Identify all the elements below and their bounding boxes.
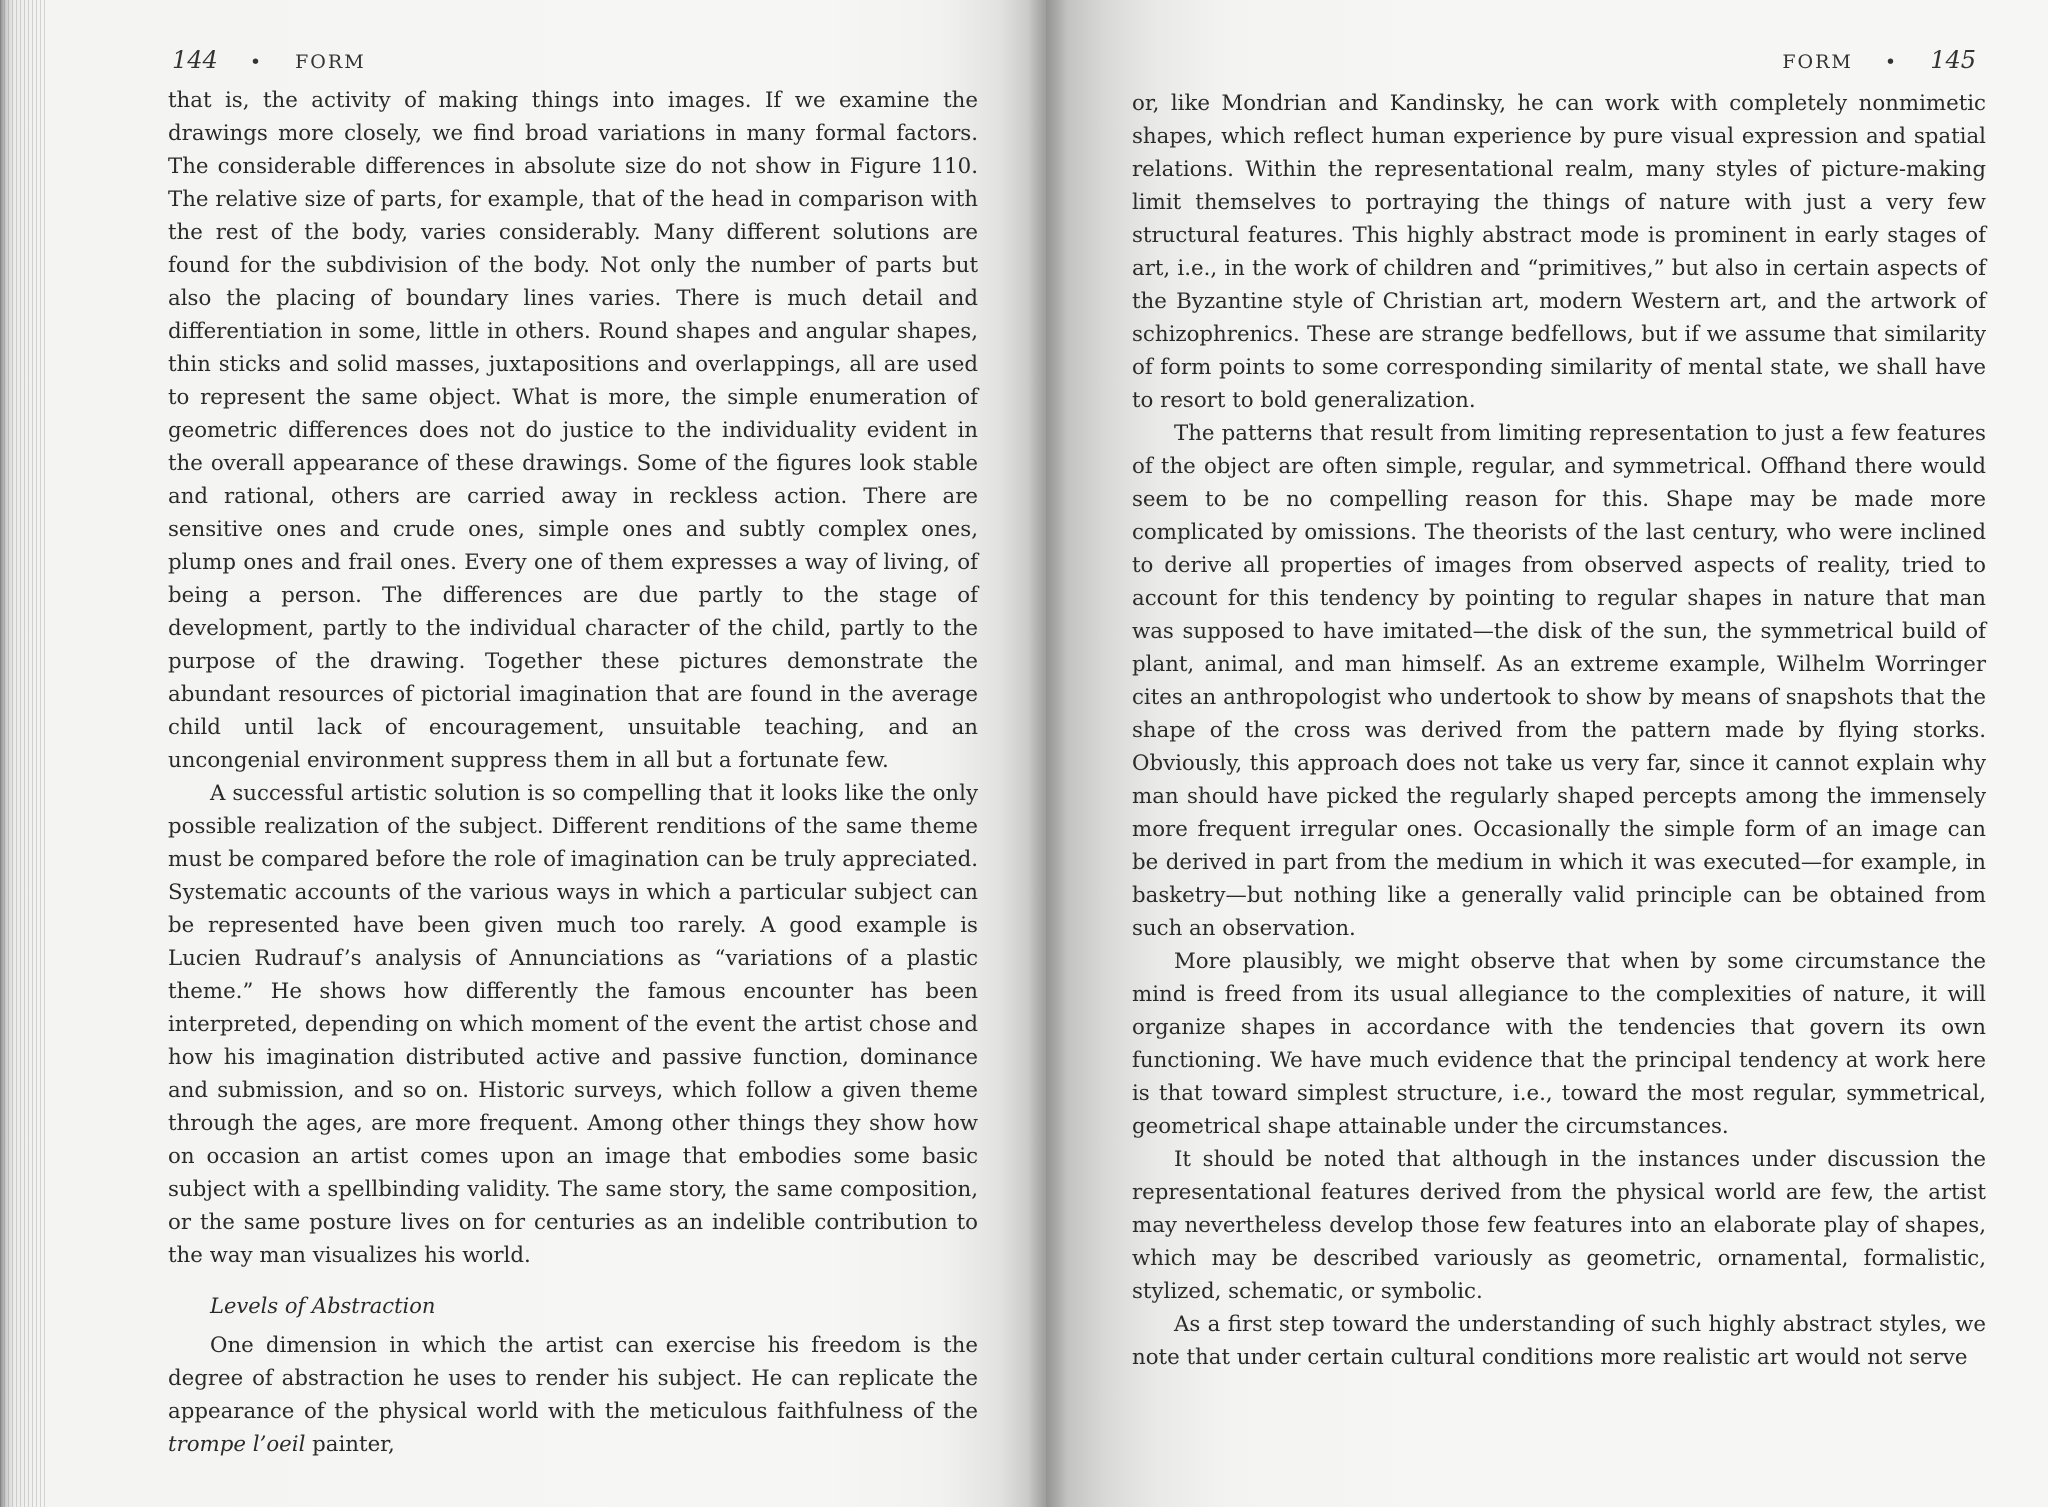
paragraph: It should be noted that although in the instances under discussion the representational features derived from the physical world are few, the artist may nevertheless develop those few features into an elaborate play of shapes, which may be described variously as geometric, ornamental, formalistic, stylized, schematic, or symbolic.	[1132, 1147, 1986, 1304]
paragraph-text: One dimension in which the artist can exercise his freedom is the degree of abstraction he uses to render his subject. He can replicate the appearance of the physical world with the meticulous faithfulness of the	[168, 1333, 978, 1424]
separator-dot: •	[249, 51, 264, 73]
paragraph	[168, 1329, 978, 1461]
italic-term: trompe l’oeil	[168, 1432, 306, 1457]
paragraph-text: painter,	[305, 1432, 395, 1457]
section-subheading: Levels of Abstraction	[210, 1294, 436, 1318]
paragraph: The patterns that result from limiting representation to just a few features of the object are often simple, regular, and symmetrical. Offhand there would seem to be no compelling reason for this. Shape may be made more complicated by omissions. The theorists of the last century, who were inclined to derive all properties of images from observed aspects of reality, tried to account for this tendency by pointing to regular shapes in nature that man was supposed to have imitated—the disk of the sun, the symmetrical build of plant, animal, and man himself. As an extreme example, Wilhelm Worringer cites an anthropologist who undertook to show by means of snapshots that the shape of the cross was derived from the pattern made by flying storks. Obviously, this approach does not take us very far, since it cannot explain why man should have picked the regularly shaped percepts among the immensely more frequent irregular ones. Occasionally the simple form of an image can be derived in part from the medium in which it was executed—for example, in basketry—but nothing like a generally valid principle can be obtained from such an observation.	[1132, 421, 1986, 941]
left-body-text	[168, 84, 978, 1461]
paragraph: or, like Mondrian and Kandinsky, he can work with completely nonmimetic shapes, which reflect human experience by pure visual expression and spatial relations. Within the representational realm, many styles of picture-making limit themselves to portraying the things of nature with just a very few structural features. This highly abstract mode is prominent in early stages of art, i.e., in the work of children and “primitives,” but also in certain aspects of the Byzantine style of Christian art, modern Western art, and the artwork of schizophrenics. These are strange bedfellows, but if we assume that similarity of form points to some corresponding similarity of mental state, we shall have to resort to bold generalization.	[1132, 91, 1986, 413]
paragraph: that is, the activity of making things into images. If we examine the drawings more closely, we find broad variations in many formal factors. The considerable differences in absolute size do not show in Figure 110. The relative size of parts, for example, that of the head in comparison with the rest of the body, varies considerably. Many different solutions are found for the subdivision of the body. Not only the number of parts but also the placing of boundary lines varies. There is much detail and differentiation in some, little in others. Round shapes and angular shapes, thin sticks and solid masses, juxtapositions and overlappings, all are used to represent the same object. What is more, the simple enumeration of geometric differences does not do justice to the individuality evident in the overall appearance of these drawings. Some of the figures look stable and rational, others are carried away in reckless action. There are sensitive ones and crude ones, simple ones and subtly complex ones, plump ones and frail ones. Every one of them expresses a way of living, of being a person. The differences are due partly to the stage of development, partly to the individual character of the child, partly to the purpose of the drawing. Together these pictures demonstrate the abundant resources of pictorial imagination that are found in the average child until lack of encouragement, unsuitable teaching, and an uncongenial environment suppress them in all but a fortunate few.	[168, 88, 978, 773]
right-body-text	[1132, 87, 1986, 1374]
right-running-head	[1782, 46, 1976, 74]
paragraph: A successful artistic solution is so compelling that it looks like the only possible realization of the subject. Different renditions of the same theme must be compared before the role of imagination can be truly appreciated. Systematic accounts of the various ways in which a particular subject can be represented have been given much too rarely. A good example is Lucien Rudrauf’s analysis of Annunciations as “variations of a plastic theme.” He shows how differently the famous encounter has been interpreted, depending on which moment of the event the artist chose and how his imagination distributed active and passive function, dominance and submission, and so on. Historic surveys, which follow a given theme through the ages, are more frequent. Among other things they show how on occasion an artist comes upon an image that embodies some basic subject with a spellbinding validity. The same story, the same composition, or the same posture lives on for centuries as an indelible contribution to the way man visualizes his world.	[168, 781, 978, 1268]
left-running-head	[172, 46, 366, 74]
left-running-title: FORM	[295, 51, 366, 73]
paragraph: More plausibly, we might observe that when by some circumstance the mind is freed from its usual allegiance to the complexities of nature, it will organize shapes in accordance with the tendencies that govern its own functioning. We have much evidence that the principal tendency at work here is that toward simplest structure, i.e., toward the most regular, symmetrical, geometrical shape attainable under the circumstances.	[1132, 949, 1986, 1139]
book-gutter	[1028, 0, 1068, 1507]
left-page-number: 144	[172, 46, 218, 74]
right-page	[1046, 0, 2048, 1507]
right-running-title: FORM	[1782, 51, 1853, 73]
separator-dot: •	[1884, 51, 1899, 73]
paragraph: As a first step toward the understanding of such highly abstract styles, we note that under certain cultural conditions more realistic art would not serve	[1132, 1312, 1986, 1370]
right-page-number: 145	[1930, 46, 1976, 74]
